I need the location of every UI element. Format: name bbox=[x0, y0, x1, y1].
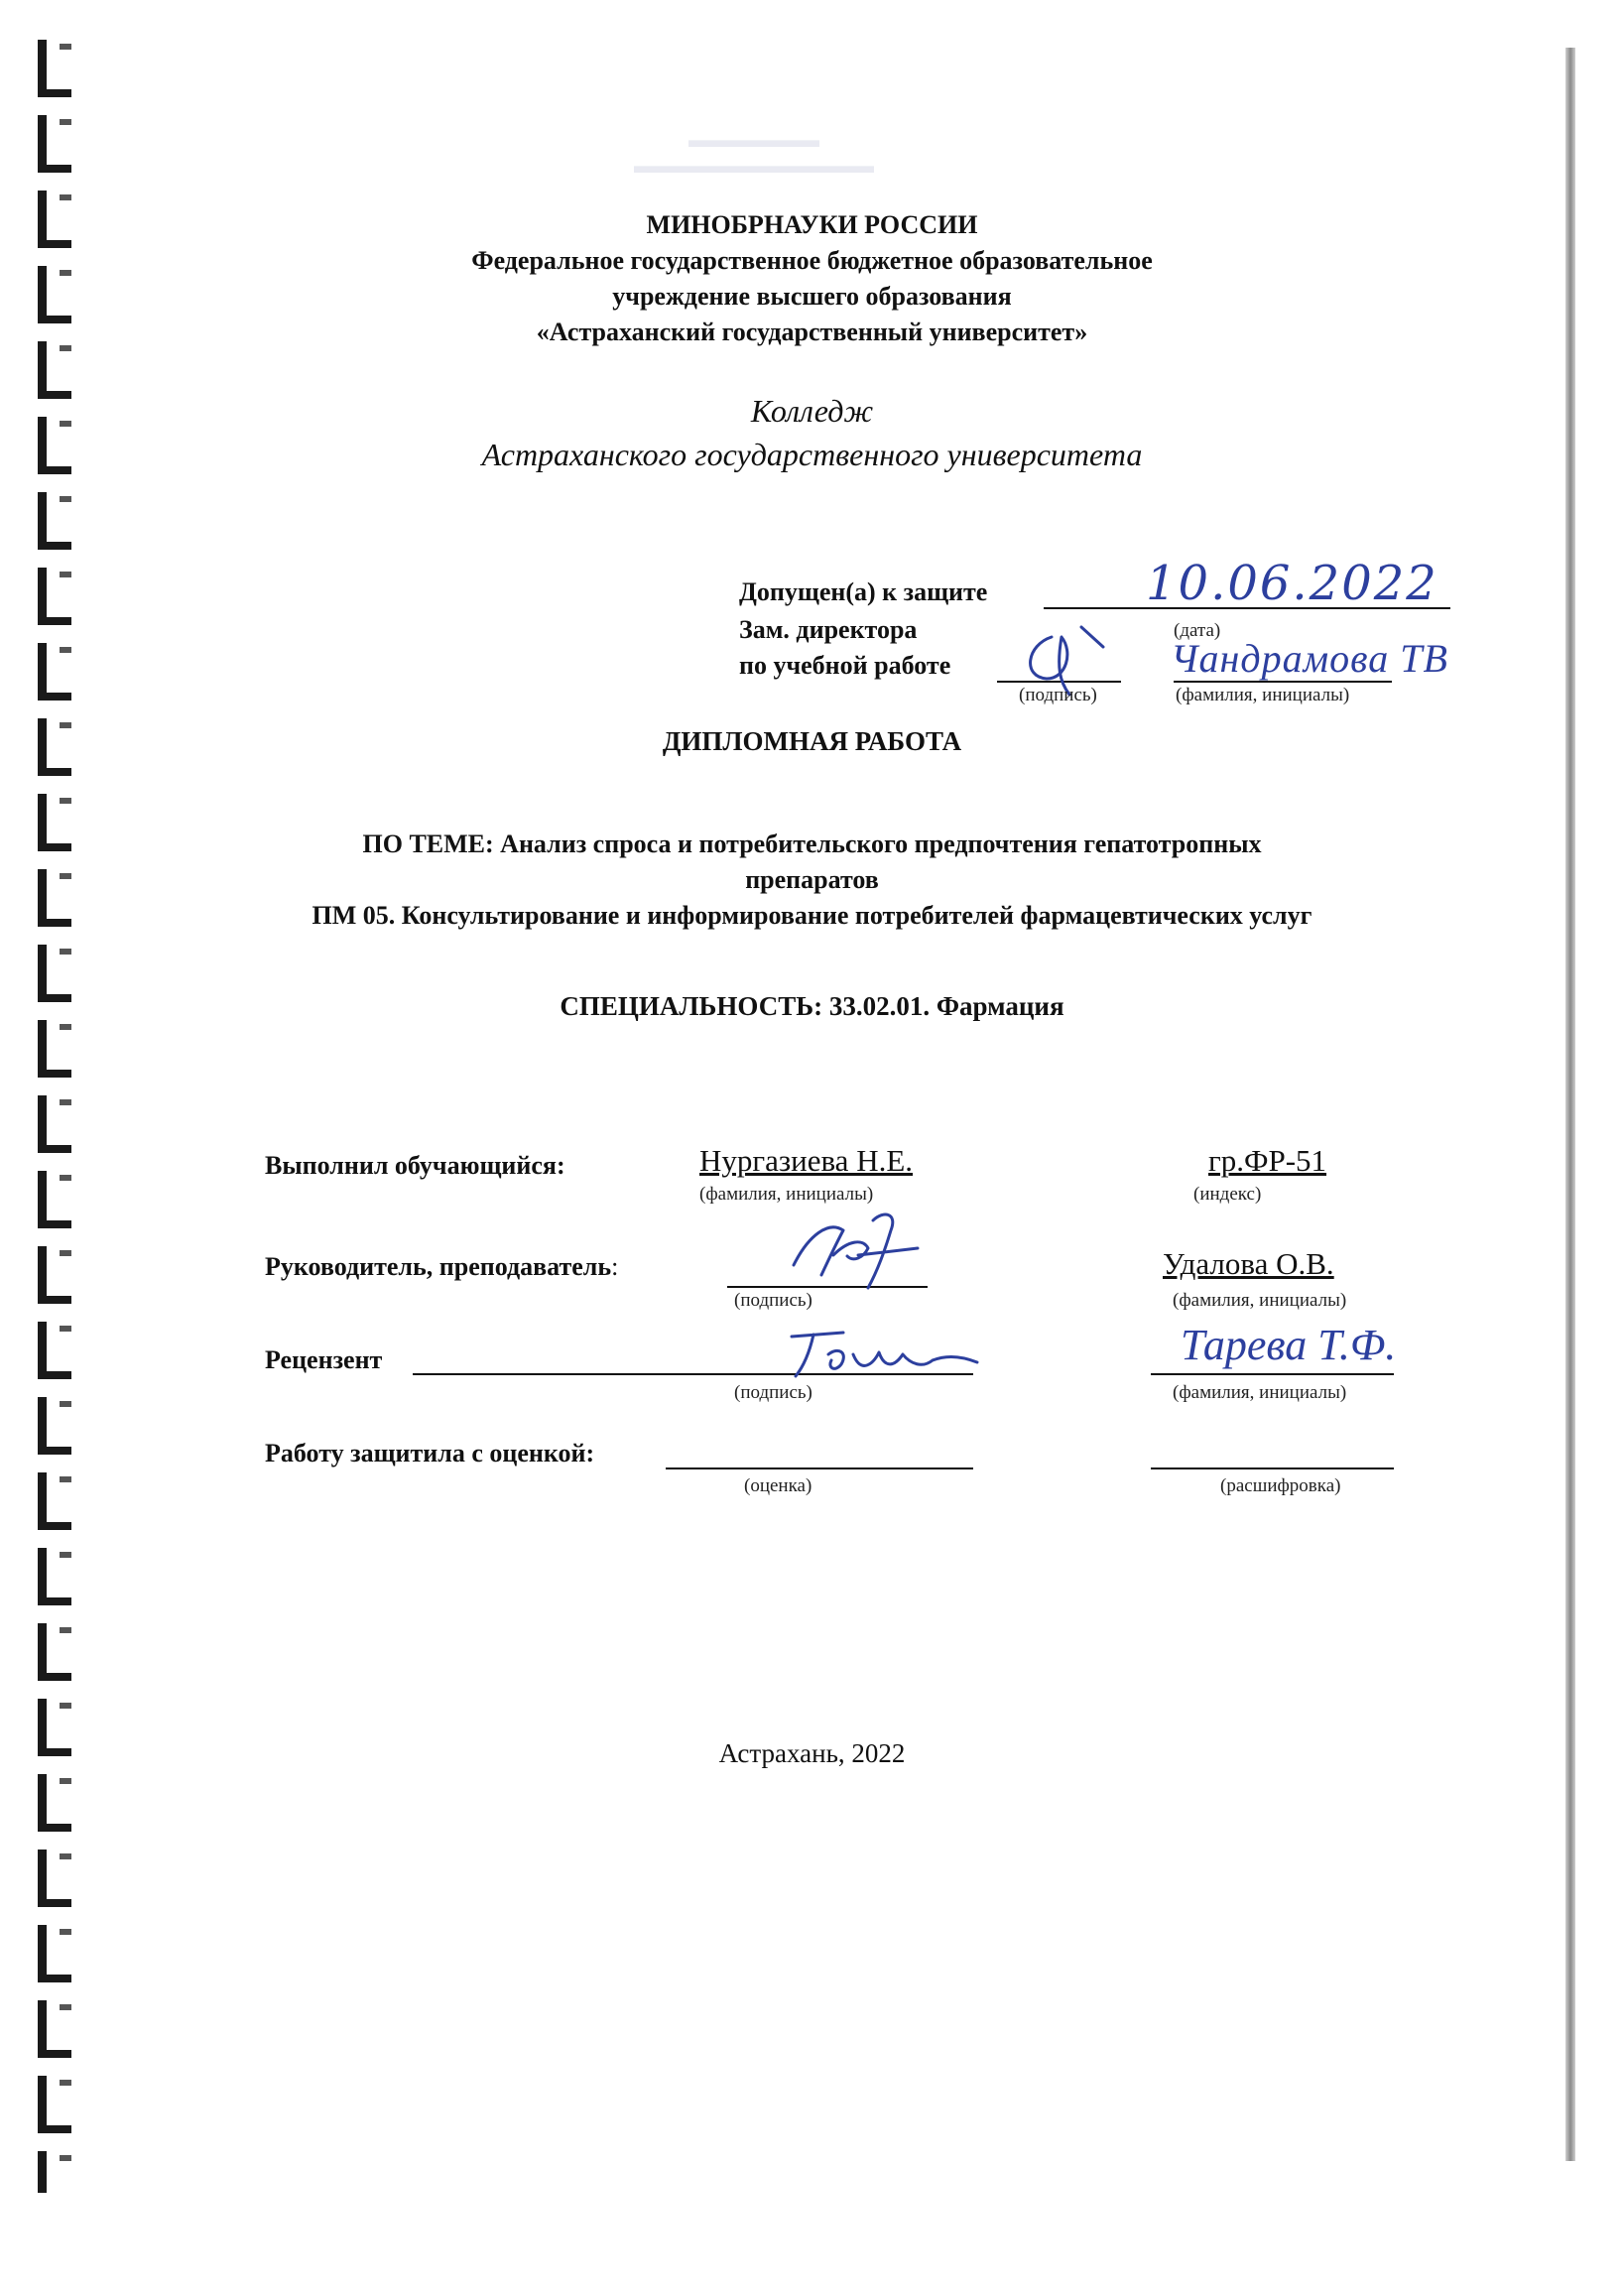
binding-ring bbox=[38, 643, 71, 701]
binding-ring bbox=[38, 2000, 71, 2058]
topic-line-2: препаратов bbox=[745, 865, 879, 894]
supervisor-signature-caption: (подпись) bbox=[734, 1290, 812, 1311]
deputy-name-handwritten: Чандрамова ТВ bbox=[1171, 636, 1448, 681]
binding-ring bbox=[38, 1246, 71, 1304]
binding-ring bbox=[38, 1774, 71, 1832]
student-group-caption: (индекс) bbox=[1193, 1184, 1262, 1205]
binding-ring bbox=[38, 1397, 71, 1455]
spiral-binding bbox=[0, 40, 89, 2193]
supervisor-label-colon: : bbox=[611, 1252, 619, 1281]
document-type: ДИПЛОМНАЯ РАБОТА bbox=[662, 726, 962, 756]
binding-ring bbox=[38, 1020, 71, 1078]
binding-ring bbox=[38, 1850, 71, 1907]
university-name: «Астраханский государственный университет» bbox=[536, 318, 1088, 346]
supervisor-signature bbox=[774, 1201, 933, 1300]
college-line-2: Астраханского государственного университета bbox=[481, 437, 1143, 472]
student-group: гр.ФР-51 bbox=[1208, 1143, 1327, 1178]
student-name-caption: (фамилия, инициалы) bbox=[699, 1184, 874, 1205]
student-label: Выполнил обучающийся: bbox=[265, 1151, 565, 1180]
college-line-1: Колледж bbox=[750, 393, 874, 429]
topic-line-1: ПО ТЕМЕ: Анализ спроса и потребительского предпочтения гепатотропных bbox=[362, 829, 1262, 858]
supervisor-name: Удалова О.В. bbox=[1163, 1246, 1334, 1281]
supervisor-label-text: Руководитель, преподаватель bbox=[265, 1252, 612, 1281]
binding-ring bbox=[38, 2151, 71, 2193]
reviewer-name-line bbox=[1151, 1373, 1394, 1375]
date-caption: (дата) bbox=[1174, 620, 1221, 641]
binding-ring bbox=[38, 40, 71, 97]
grade-label: Работу защитила с оценкой: bbox=[265, 1439, 595, 1467]
grade-caption: (оценка) bbox=[744, 1475, 812, 1496]
supervisor-label bbox=[265, 1252, 618, 1282]
transcript-caption: (расшифровка) bbox=[1220, 1475, 1341, 1496]
institution-line-2: учреждение высшего образования bbox=[612, 282, 1012, 311]
page-edge-shadow bbox=[1565, 48, 1575, 2161]
ministry-heading: МИНОБРНАУКИ РОССИИ bbox=[646, 210, 978, 239]
institution-line-1: Федеральное государственное бюджетное образовательное bbox=[471, 246, 1153, 275]
deputy-signature-caption: (подпись) bbox=[1019, 685, 1097, 705]
binding-ring bbox=[38, 1925, 71, 1982]
binding-ring bbox=[38, 1171, 71, 1228]
reviewer-label: Рецензент bbox=[265, 1345, 383, 1374]
binding-ring bbox=[38, 1623, 71, 1681]
reviewer-signature-caption: (подпись) bbox=[734, 1382, 812, 1403]
transcript-line bbox=[1151, 1467, 1394, 1469]
admitted-label: Допущен(а) к защите bbox=[739, 577, 988, 606]
deputy-name-caption: (фамилия, инициалы) bbox=[1176, 685, 1350, 705]
binding-ring bbox=[38, 2076, 71, 2133]
binding-ring bbox=[38, 115, 71, 173]
grade-line bbox=[666, 1467, 973, 1469]
specialty: СПЕЦИАЛЬНОСТЬ: 33.02.01. Фармация bbox=[560, 991, 1064, 1021]
binding-ring bbox=[38, 568, 71, 625]
reviewer-signature bbox=[784, 1325, 982, 1384]
show-through-text: ▬▬▬▬▬▬ ▬▬▬▬▬▬▬▬▬▬▬ bbox=[634, 127, 874, 178]
student-name: Нургазиева Н.Е. bbox=[699, 1143, 914, 1178]
binding-ring bbox=[38, 1095, 71, 1153]
date-handwritten: 10.06.2022 bbox=[1146, 556, 1438, 611]
binding-ring bbox=[38, 1322, 71, 1379]
city-year: Астрахань, 2022 bbox=[718, 1738, 906, 1768]
binding-ring bbox=[38, 1548, 71, 1605]
binding-ring bbox=[38, 1472, 71, 1530]
deputy-label-2: по учебной работе bbox=[739, 651, 951, 680]
supervisor-name-caption: (фамилия, инициалы) bbox=[1173, 1290, 1347, 1311]
reviewer-name-handwritten: Тарева Т.Ф. bbox=[1181, 1321, 1397, 1369]
deputy-label-1: Зам. директора bbox=[739, 615, 918, 644]
module-title: ПМ 05. Консультирование и информирование потребителей фармацевтических услуг bbox=[312, 901, 1312, 930]
reviewer-name-caption: (фамилия, инициалы) bbox=[1173, 1382, 1347, 1403]
binding-ring bbox=[38, 492, 71, 550]
